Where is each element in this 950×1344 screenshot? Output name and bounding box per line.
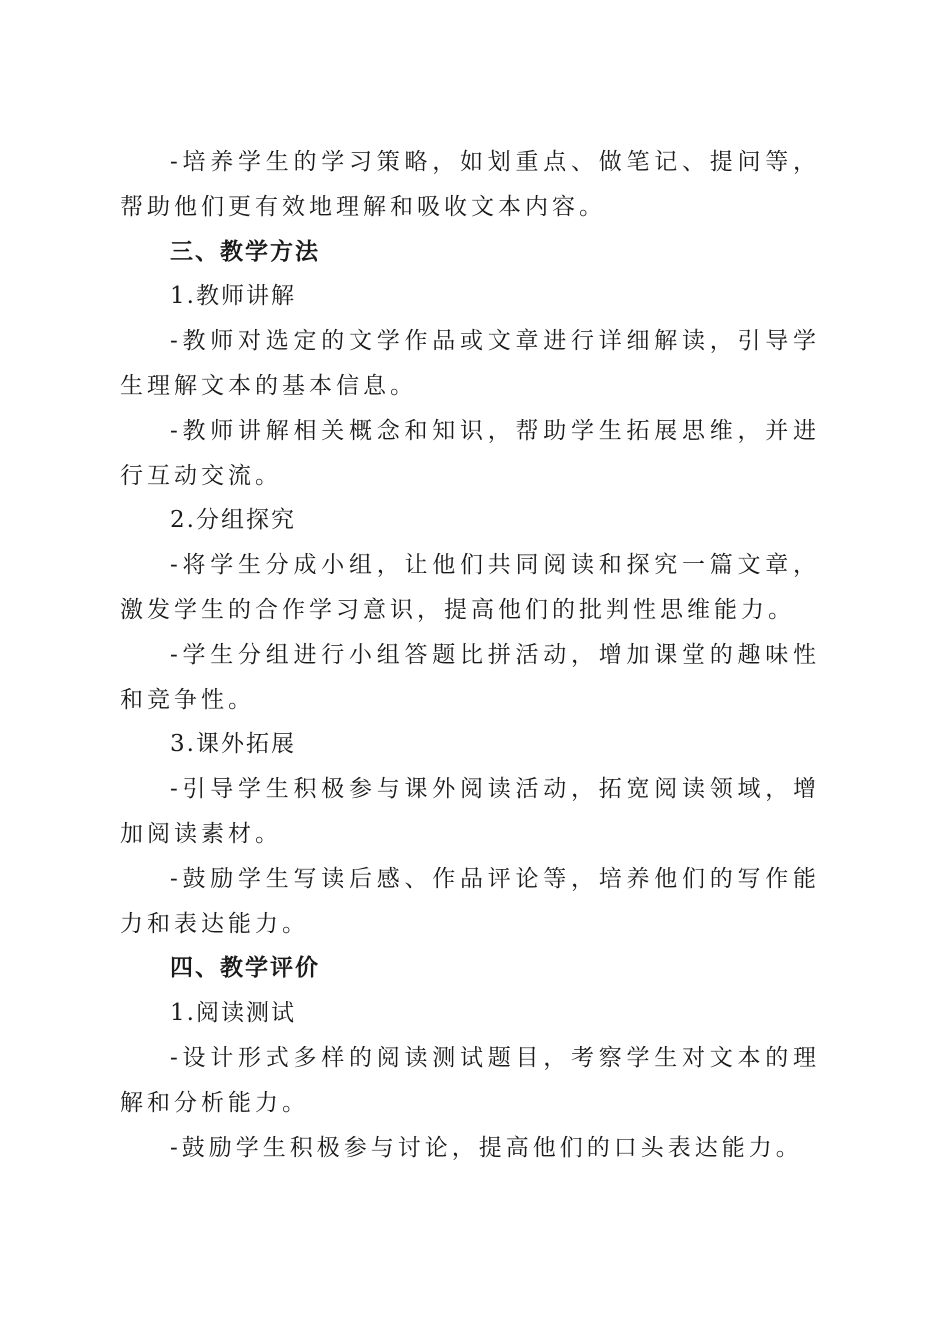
document-body xyxy=(120,140,820,1170)
paragraph-reading-test-1: -设计形式多样的阅读测试题目，考察学生对文本的理解和分析能力。 xyxy=(120,1044,820,1116)
paragraph-extracurricular-1: -引导学生积极参与课外阅读活动，拓宽阅读领域，增加阅读素材。 xyxy=(120,776,820,847)
section-heading-teaching-methods: 三、教学方法 xyxy=(170,238,320,265)
paragraph-extracurricular-2: -鼓励学生写读后感、作品评论等，培养他们的写作能力和表达能力。 xyxy=(120,865,820,937)
paragraph-learning-strategy: -培养学生的学习策略，如划重点、做笔记、提问等，帮助他们更有效地理解和吸收文本内容。 xyxy=(120,149,820,220)
paragraph-group-inquiry-1: -将学生分成小组，让他们共同阅读和探究一篇文章，激发学生的合作学习意识，提高他们的批判性思维能力。 xyxy=(120,552,820,623)
paragraph-teacher-explanation-1: -教师对选定的文学作品或文章进行详细解读，引导学生理解文本的基本信息。 xyxy=(120,328,820,399)
paragraph-teacher-explanation-2: -教师讲解相关概念和知识，帮助学生拓展思维，并进行互动交流。 xyxy=(120,417,820,489)
subheading-reading-test: 1.阅读测试 xyxy=(170,1000,296,1027)
subheading-extracurricular: 3.课外拓展 xyxy=(170,731,296,758)
subheading-teacher-explanation: 1.教师讲解 xyxy=(170,283,296,310)
paragraph-reading-test-2: -鼓励学生积极参与讨论，提高他们的口头表达能力。 xyxy=(170,1134,803,1161)
paragraph-group-inquiry-2: -学生分组进行小组答题比拼活动，增加课堂的趣味性和竞争性。 xyxy=(120,641,820,713)
subheading-group-inquiry: 2.分组探究 xyxy=(170,507,296,534)
section-heading-teaching-evaluation: 四、教学评价 xyxy=(170,955,320,982)
